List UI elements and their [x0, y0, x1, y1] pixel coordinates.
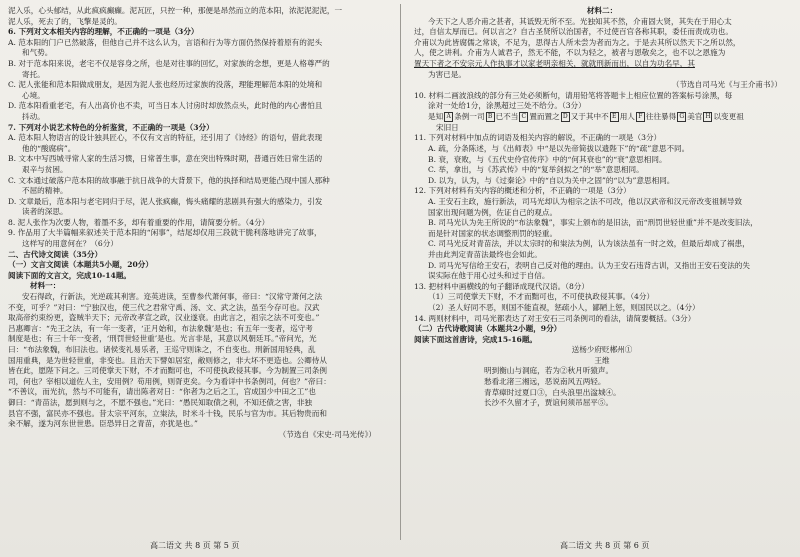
text-line: 今天下之人恶介甫之甚者，其诋毁无所不至。光独知其不然，介甫固大贤，其失在于用心太 [428, 16, 732, 26]
poem-line: 青草瘴时过夏口③，白头浪里出湓城④。 [484, 387, 621, 397]
sentence-break-options [414, 112, 790, 123]
text-line: 7. 下列对小说艺术特色的分析鉴赏，不正确的一项是（3分） [8, 122, 214, 132]
text-line: （1）三司使掌天下财，不才而黜可也，不可使执政侵其事。（4分） [428, 292, 655, 302]
text-line: 宋旧日 [436, 122, 459, 132]
text-line: 读者的深思。 [22, 207, 68, 217]
text-line: 国用重典，是为世轻世重，非变也。且治天下譬如居室，敝则修之，非大坏不更造也。公卿侍从 [8, 355, 327, 365]
text-segment: 以变更祖 [713, 111, 744, 121]
answer-box-g[interactable]: G [677, 112, 686, 122]
answer-box-h[interactable]: H [705, 113, 711, 121]
text-line: 国家出现问题为例，佐证自己的观点。 [428, 207, 558, 217]
text-line: 介甫以为此皆腐儒之常谈，不足为，思得古人所未尝为者而为之。于是去其所以然天下之所以然， [414, 37, 741, 47]
text-line: C. 泥人张能和范本阳做成朋友，是因为泥人张也经历过家族的没落，理能理解范本阳的处境和 [8, 80, 323, 90]
text-line: 为害已是。 [428, 69, 466, 79]
text-line: 材料一： [30, 281, 61, 291]
text-line: 他的“酸腐病”。 [22, 143, 76, 153]
text-line: A. 王安石主政，施行新法，司马光却认为相宗之法不可改，他以汉武帝和汉元帝改变祖制导致 [428, 196, 743, 206]
text-line: D. 范本阳看重老宅，有人出高价也不卖，可当日本人讨房时却放然点头，此时他的内心書怕且 [8, 101, 323, 111]
poem-body [414, 366, 790, 408]
text-line: 8. 泥人张作为次要人物，着墨不多，却有着重要的作用，请简要分析。（4分） [8, 217, 270, 227]
page-footer-left: 高二语文 共 8 页 第 5 页 [150, 541, 240, 550]
text-segment: 又于其中不 [570, 111, 609, 121]
text-line: 寄托。 [22, 69, 45, 79]
text-line: 误实际在他于用心过头和过于自信。 [428, 271, 550, 281]
text-line: 和气势。 [22, 48, 53, 58]
text-line: 吕惠卿言：“先王之法，有一年一变者，‘正月始和，布法象魏’是也；有五年一变者，巡守考 [8, 323, 313, 333]
text-line: 御曰：“青苗法，愿到则与之，不愿不强也。”光曰：“愚民知取债之利，不知还债之害，非独 [8, 397, 312, 407]
right-column [414, 6, 790, 536]
text-line: 心境。 [22, 90, 45, 100]
column-divider [400, 4, 401, 540]
text-line: 这样写的用意何在？（6分） [22, 239, 118, 249]
text-line: 王维 [594, 355, 610, 365]
poem-line: 愁看北渚三湘远，恶说南风五两轻。 [484, 377, 606, 387]
text-segment: 是知 [428, 111, 444, 121]
answer-box-a[interactable]: A [444, 112, 453, 122]
text-line: 皆在此，愿陛下问之。三司使掌天下财，不才而黜可也，不可使执政侵其事。今为制置三司条例 [8, 366, 327, 376]
text-segment: 美官 [687, 111, 703, 121]
text-line: B. 衰，衰败，与《五代史伶官传序》中的“何其衰也”的“衰”意思相同。 [428, 154, 667, 164]
text-line: B. 对于范本阳来说，老宅不仅是容身之所，也是对往事的回忆，对家族的念想，更是人格尊严的 [8, 58, 330, 68]
text-line: 泥入乐，心头郁结，从此疯疯癫癫。泥瓦匠，只控一种，那便是昂然而立的范本阳，浓泥泥泥泥，一 [8, 6, 343, 15]
text-line: 14. 两则材料中，司马光都表达了对王安石三司条例司的看法，请简要概括。（3分） [414, 313, 696, 323]
text-line: 不屈的精神。 [22, 186, 68, 196]
text-line: 13. 把材料中画横线的句子翻译成现代汉语。（8分） [414, 281, 589, 291]
text-segment: 往往暴得 [645, 111, 677, 121]
text-line: 材料二： [586, 6, 618, 15]
answer-box-c[interactable]: C [519, 112, 528, 122]
text-line: 县官不强，富民亦不强也。昔太宗平河东，立粜法，时米斗十钱，民乐与官为市。其后物贵而和 [8, 408, 327, 418]
text-line: C. 举，拿出，与《苏武传》中的“复举剑拟之”的“举”意思相同。 [428, 165, 644, 175]
left-column [8, 6, 384, 536]
text-line: 不变，可乎？”对曰：“宁独汉也，使三代之君常守禹、汤、文、武之法，虽至今存可也。汉武 [8, 302, 320, 312]
answer-box-e[interactable]: E [610, 112, 619, 122]
text-line: D. 司马光写信给王安石，表明自己反对他的理由。认为王安石违背古训，又指出王安石变法的失 [428, 260, 750, 270]
text-line: 送杨少府贬郴州① [571, 345, 633, 355]
text-line: 抖动。 [22, 111, 45, 121]
poem-line: 明到衡山与洞庭，若为②秋月听猿声。 [484, 366, 614, 376]
text-line: A. 范本阳人物语言的设计独具匠心，不仅有文言的特征，还引用了《诗经》的语句，借此表现 [8, 133, 323, 143]
text-line: 安石得政，行新法，光逆疏其利害。迩英进读，至曹参代萧何事，帝曰：“汉常守萧何之法 [22, 292, 323, 302]
text-line: 籴不解，遂为河东世世患。臣恐异日之青苗，亦犹是也。” [8, 419, 198, 429]
text-segment: 条例一司 [454, 111, 485, 121]
text-line: D. 文章最后，范本阳与老宅同归于尽，泥人张疯癫，悔头痛耀的悲剧具有强大的感染力，引发 [8, 196, 323, 206]
text-line: （节选自《宋史·司马光传》） [278, 429, 376, 439]
text-line: 二、古代诗文阅读（35分） [8, 249, 103, 259]
text-line: B. 文本中写西城寻常人家的生活习惯，日常普生事，意在突出特殊时期，普通百姓日常生活的 [8, 154, 323, 164]
text-line: 6. 下列对文本相关内容的理解，不正确的一项是（3分） [8, 27, 199, 37]
text-line: 艰辛与贫困。 [22, 164, 68, 174]
text-line: 12. 下列对材料有关内容的概述和分析，不正确的一项是（3分） [414, 186, 631, 196]
text-line: A. 范本阳的门户已然破落，但他自己并不这么认为，言语和行为等方面仍然保持着原有的泥头 [8, 37, 323, 47]
text-line: 取高帝约束纷更，盗贼半天下；元帝改孝宣之政，汉业遂衰。由此言之，祖宗之法不可变也。” [8, 313, 320, 323]
text-line: （2）圣人好同不恶，则国不能直视，惩疏小人，鄙陋上惩，则国民以之。（4分） [428, 302, 700, 312]
text-line: （节选自司马光《与王介甫书》） [671, 80, 782, 90]
text-line: 制度是也；有三十年一变者，‘刑罚世轻世重’是也。光言非是，其意以风朝廷耳。”帝问光，光 [8, 334, 317, 344]
text-line: B. 司马光认为先王所说的“布法象魏”，事实上颁布的是旧法，而“刑罚世轻世重”并不是改变旧法， [428, 218, 758, 228]
text-line: 司，何也？宰相以道佐人主，安用例？苟用例，则胥吏矣。今为看详中书条例司，何也？”帝曰： [8, 376, 331, 386]
answer-box-b[interactable]: B [486, 112, 495, 122]
text-line: 过，自信太厚而已。何以言之？自古圣贤所以治国者，不过使百官各称其职，委任而责成功也。 [414, 27, 733, 37]
poem-line: 长沙不久留才子，贾谊何须吊屈平⑤。 [484, 398, 614, 408]
answer-box-d[interactable]: D [561, 112, 570, 122]
text-line: 泥人乐，死去了的，飞擎是灵的。 [8, 16, 122, 26]
text-line: C. 司马光反对青苗法，并以太宗时的和粜法为例，认为该法虽有一时之效，但最后却成了祸患， [428, 239, 750, 249]
text-line: 曰：“布法象魏，布旧法也。诸侯变礼易乐者，王巡守则诛之，不自变也。刑新国用轻典，乱 [8, 345, 316, 354]
text-segment: 用人 [619, 111, 635, 121]
answer-box-f[interactable]: F [636, 112, 645, 122]
text-line: （一）文言文阅读（本题共5小题，20分） [8, 260, 153, 270]
text-line: （二）古代诗歌阅读（本题共2小题，9分） [414, 324, 562, 334]
text-line: 并由此判定青苗法最终也会如此。 [428, 249, 542, 259]
page-footer-right: 高二语文 共 8 页 第 6 页 [560, 541, 650, 550]
text-line: 11. 下列对材料中加点的词语及相关内容的解说，不正确的一项是（3分） [414, 133, 662, 143]
text-line: 10. 材料二画波浪线的部分有三处必须断句，请用铅笔将答题卡上相应位置的答案标号涂黑，每 [414, 90, 733, 100]
text-line: 置天下者之不安宗元人作执事才以家老明亲相关，就就刑新而出，以自为功名早，其 [414, 58, 695, 68]
text-line: 9. 作品用了大半篇幅来叙述关于范本阳的“闲事”，结尾却仅用三段就干脆利落地讲完了故事， [8, 228, 322, 238]
text-line: C. 文本通过破落户范本阳的故事融于抗日战争的大背景下，他的执择和结局更能凸现中国人那种 [8, 175, 330, 185]
text-line: 涂对一处给1分，涂黑超过三处不给分。（3分） [428, 101, 586, 111]
text-line: “不善议，而光抗，然与不可能有，请出陈者对日：“你者为之后之工，宫成国少中田之工”也 [8, 387, 316, 397]
text-line: D. 以为，认为，与《过秦论》中的“自以为关中之固”的“以为”意思相同。 [428, 175, 675, 185]
text-line: 阅读下面的文言文，完成10-14题。 [8, 270, 132, 280]
text-segment: 置而置之 [529, 111, 560, 121]
text-line: A. 疏，分条陈述，与《出师表》中“是以先帝简拔以遗陛下”的“疏”意思不同。 [428, 144, 690, 154]
text-line: 而是针对国家的状态调整刑罚的轻重。 [428, 228, 558, 238]
text-segment: 已不当 [495, 111, 519, 121]
text-line: 人，使之讲利。介甫为人诚君子，然无不能，不以为轻之，被者与恩敬矣之，也不以之恩施为 [414, 48, 726, 58]
text-line: 阅读下面这首唐诗，完成15-16题。 [414, 334, 538, 344]
